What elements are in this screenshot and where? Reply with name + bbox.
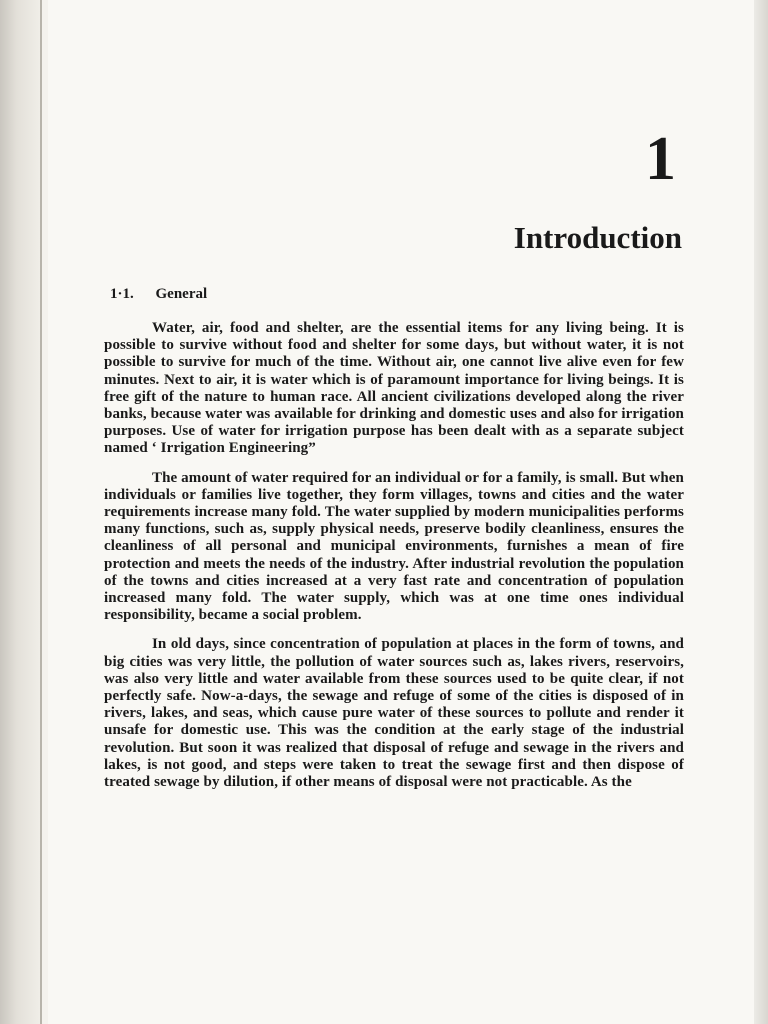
paragraph: The amount of water required for an individual or for a family, is small. But when individuals or families live together, they form villages, towns and cities and the water requirements increase many fold. The water supplied by modern municipalities performs many functions, such as, supply physical needs, preserve bodily cleanliness, ensures the cleanliness of all personal and municipal environments, furnishes a mean of fire protection and meets the needs of the industry. After industrial revolution the population of the towns and cities increased at a very fast rate and concentration of population increased many fold. The water supply, which was at one time ones individual responsibility, became a social problem. <box>104 469 684 624</box>
page-edge <box>754 0 768 1024</box>
paragraph: In old days, since concentration of population at places in the form of towns, and big cities was very little, the pollution of water sources such as, lakes rivers, reservoirs, was also very little and water available from these sources used to be quite clear, if not perfectly safe. Now-a-days, the sewage and refuge of some of the cities is disposed of in rivers, lakes, and seas, which cause pure water of these sources to pollute and render it unsafe for domestic use. This was the condition at the early stage of the industrial revolution. But soon it was realized that disposal of refuge and sewage in the rivers and lakes, is not good, and steps were taken to treat the sewage first and then dispose of treated sewage by dilution, if other means of disposal were not practicable. As the <box>104 636 684 791</box>
section-title: General <box>155 286 208 302</box>
chapter-number: 1 <box>645 125 676 193</box>
page-gutter-line <box>40 0 42 1024</box>
section-heading <box>110 286 207 303</box>
section-number: 1·1. <box>110 286 134 302</box>
paragraph: Water, air, food and shelter, are the essential items for any living being. It is possible to survive without food and shelter for some days, but without water, it is not possible to survive for much of the time. Without air, one cannot live alive even for few minutes. Next to air, it is water which is of paramount importance for living beings. It is free gift of the nature to human race. All ancient civilizations developed along the river banks, because water was available for drinking and domestic uses and also for irrigation purposes. Use of water for irrigation purpose has been dealt with as a separate subject named ‘ Irrigation Engineering” <box>104 320 684 457</box>
book-binding-shadow <box>0 0 42 1024</box>
chapter-title: Introduction <box>513 220 682 255</box>
body-text <box>104 320 684 803</box>
